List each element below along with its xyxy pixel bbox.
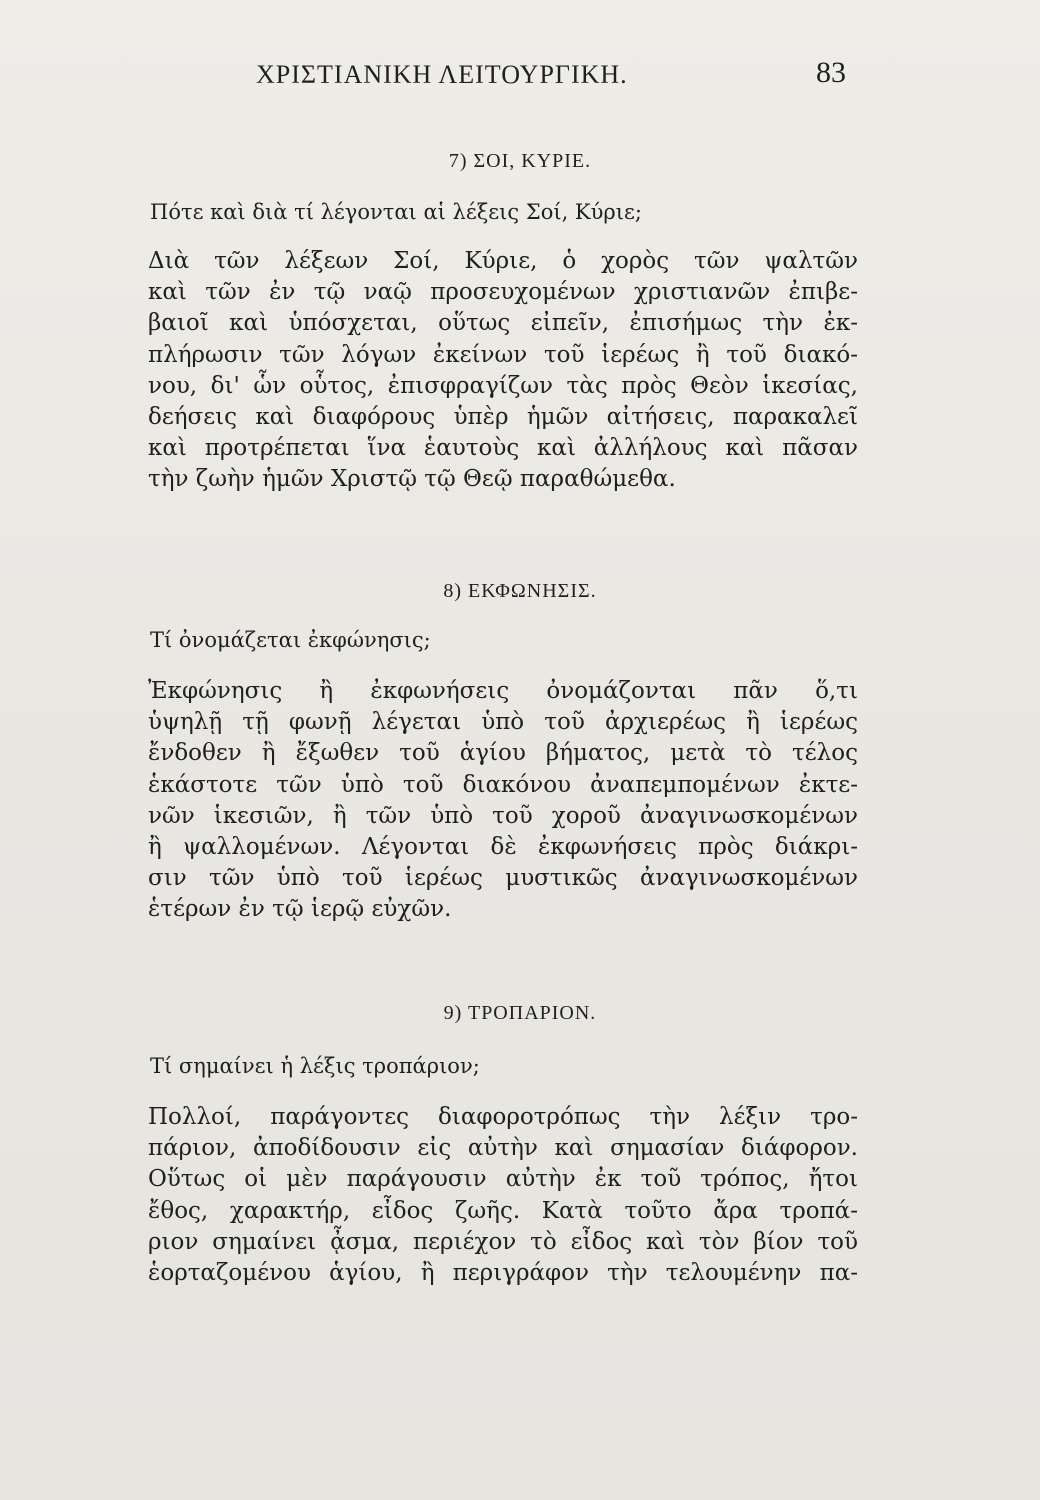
answer-line: σιν τῶν ὑπὸ τοῦ ἱερέως μυστικῶς ἀναγινωσκομένων [148, 865, 858, 892]
question-7: Πότε καὶ διὰ τί λέγονται αἱ λέξεις Σοί, Κύριε; [150, 200, 642, 224]
answer-line: ἔνδοθεν ἢ ἔξωθεν τοῦ ἁγίου βήματος, μετὰ τὸ τέλος [148, 740, 858, 767]
running-head [256, 56, 846, 100]
question-8: Τί ὀνομάζεται ἐκφώνησις; [150, 628, 431, 652]
page-number: 83 [816, 56, 846, 89]
answer-line: καὶ τῶν ἐν τῷ ναῷ προσευχομένων χριστιανῶν ἐπιβε- [148, 279, 858, 306]
answer-line: Πολλοί, παράγοντες διαφοροτρόπως τὴν λέξιν τρο- [148, 1104, 858, 1130]
answer-line: ὑψηλῇ τῇ φωνῇ λέγεται ὑπὸ τοῦ ἀρχιερέως ἢ ἱερέως [148, 709, 858, 736]
section-heading-8: 8) ΕΚΦΩΝΗΣΙΣ. [443, 580, 597, 602]
answer-line: νου, δι' ὧν οὗτος, ἐπισφραγίζων τὰς πρὸς Θεὸν ἱκεσίας, [148, 372, 858, 399]
answer-line: δεήσεις καὶ διαφόρους ὑπὲρ ἡμῶν αἰτήσεις, παρακαλεῖ [148, 404, 858, 431]
answer-line: Ἐκφώνησις ἢ ἐκφωνήσεις ὀνομάζονται πᾶν ὅ,τι [148, 678, 858, 704]
answer-line: ἢ ψαλλομένων. Λέγονται δὲ ἐκφωνήσεις πρὸς διάκρι- [148, 834, 858, 861]
answer-7 [148, 246, 858, 496]
answer-line: ριον σημαίνει ᾆσμα, περιέχον τὸ εἶδος καὶ τὸν βίον τοῦ [148, 1228, 858, 1255]
answer-8 [148, 676, 858, 926]
answer-line: πάριον, ἀποδίδουσιν εἰς αὐτὴν καὶ σημασίαν διάφορον. [148, 1135, 858, 1162]
answer-line: ἔθος, χαρακτήρ, εἶδος ζωῆς. Κατὰ τοῦτο ἄρα τροπά- [148, 1197, 858, 1224]
section-heading-9: 9) ΤΡΟΠΑΡΙΟΝ. [443, 1002, 597, 1024]
answer-line: τὴν ζωὴν ἡμῶν Χριστῷ τῷ Θεῷ παραθώμεθα. [148, 466, 676, 493]
answer-line: Διὰ τῶν λέξεων Σοί, Κύριε, ὁ χορὸς τῶν ψαλτῶν [148, 248, 858, 274]
answer-9 [148, 1102, 858, 1289]
answer-line: ἑορταζομένου ἁγίου, ἢ περιγράφον τὴν τελουμένην πα- [148, 1260, 858, 1287]
answer-line: Οὕτως οἱ μὲν παράγουσιν αὐτὴν ἐκ τοῦ τρόπος, ἤτοι [148, 1166, 858, 1193]
answer-line: βαιοῖ καὶ ὑπόσχεται, οὕτως εἰπεῖν, ἐπισήμως τὴν ἐκ- [148, 310, 858, 337]
question-9: Τί σημαίνει ἡ λέξις τροπάριον; [150, 1054, 480, 1078]
running-title: ΧΡΙΣΤΙΑΝΙΚΗ ΛΕΙΤΟΥΡΓΙΚΗ. [256, 60, 628, 89]
answer-line: πλήρωσιν τῶν λόγων ἐκείνων τοῦ ἱερέως ἢ τοῦ διακό- [148, 341, 858, 368]
section-heading-7: 7) ΣΟΙ, ΚΥΡΙΕ. [448, 150, 592, 172]
answer-line: ἑτέρων ἐν τῷ ἱερῷ εὐχῶν. [148, 896, 452, 923]
answer-line: νῶν ἱκεσιῶν, ἢ τῶν ὑπὸ τοῦ χοροῦ ἀναγινωσκομένων [148, 802, 858, 829]
answer-line: καὶ προτρέπεται ἵνα ἑαυτοὺς καὶ ἀλλήλους καὶ πᾶσαν [148, 435, 858, 462]
answer-line: ἑκάστοτε τῶν ὑπὸ τοῦ διακόνου ἀναπεμπομένων ἐκτε- [148, 771, 858, 798]
